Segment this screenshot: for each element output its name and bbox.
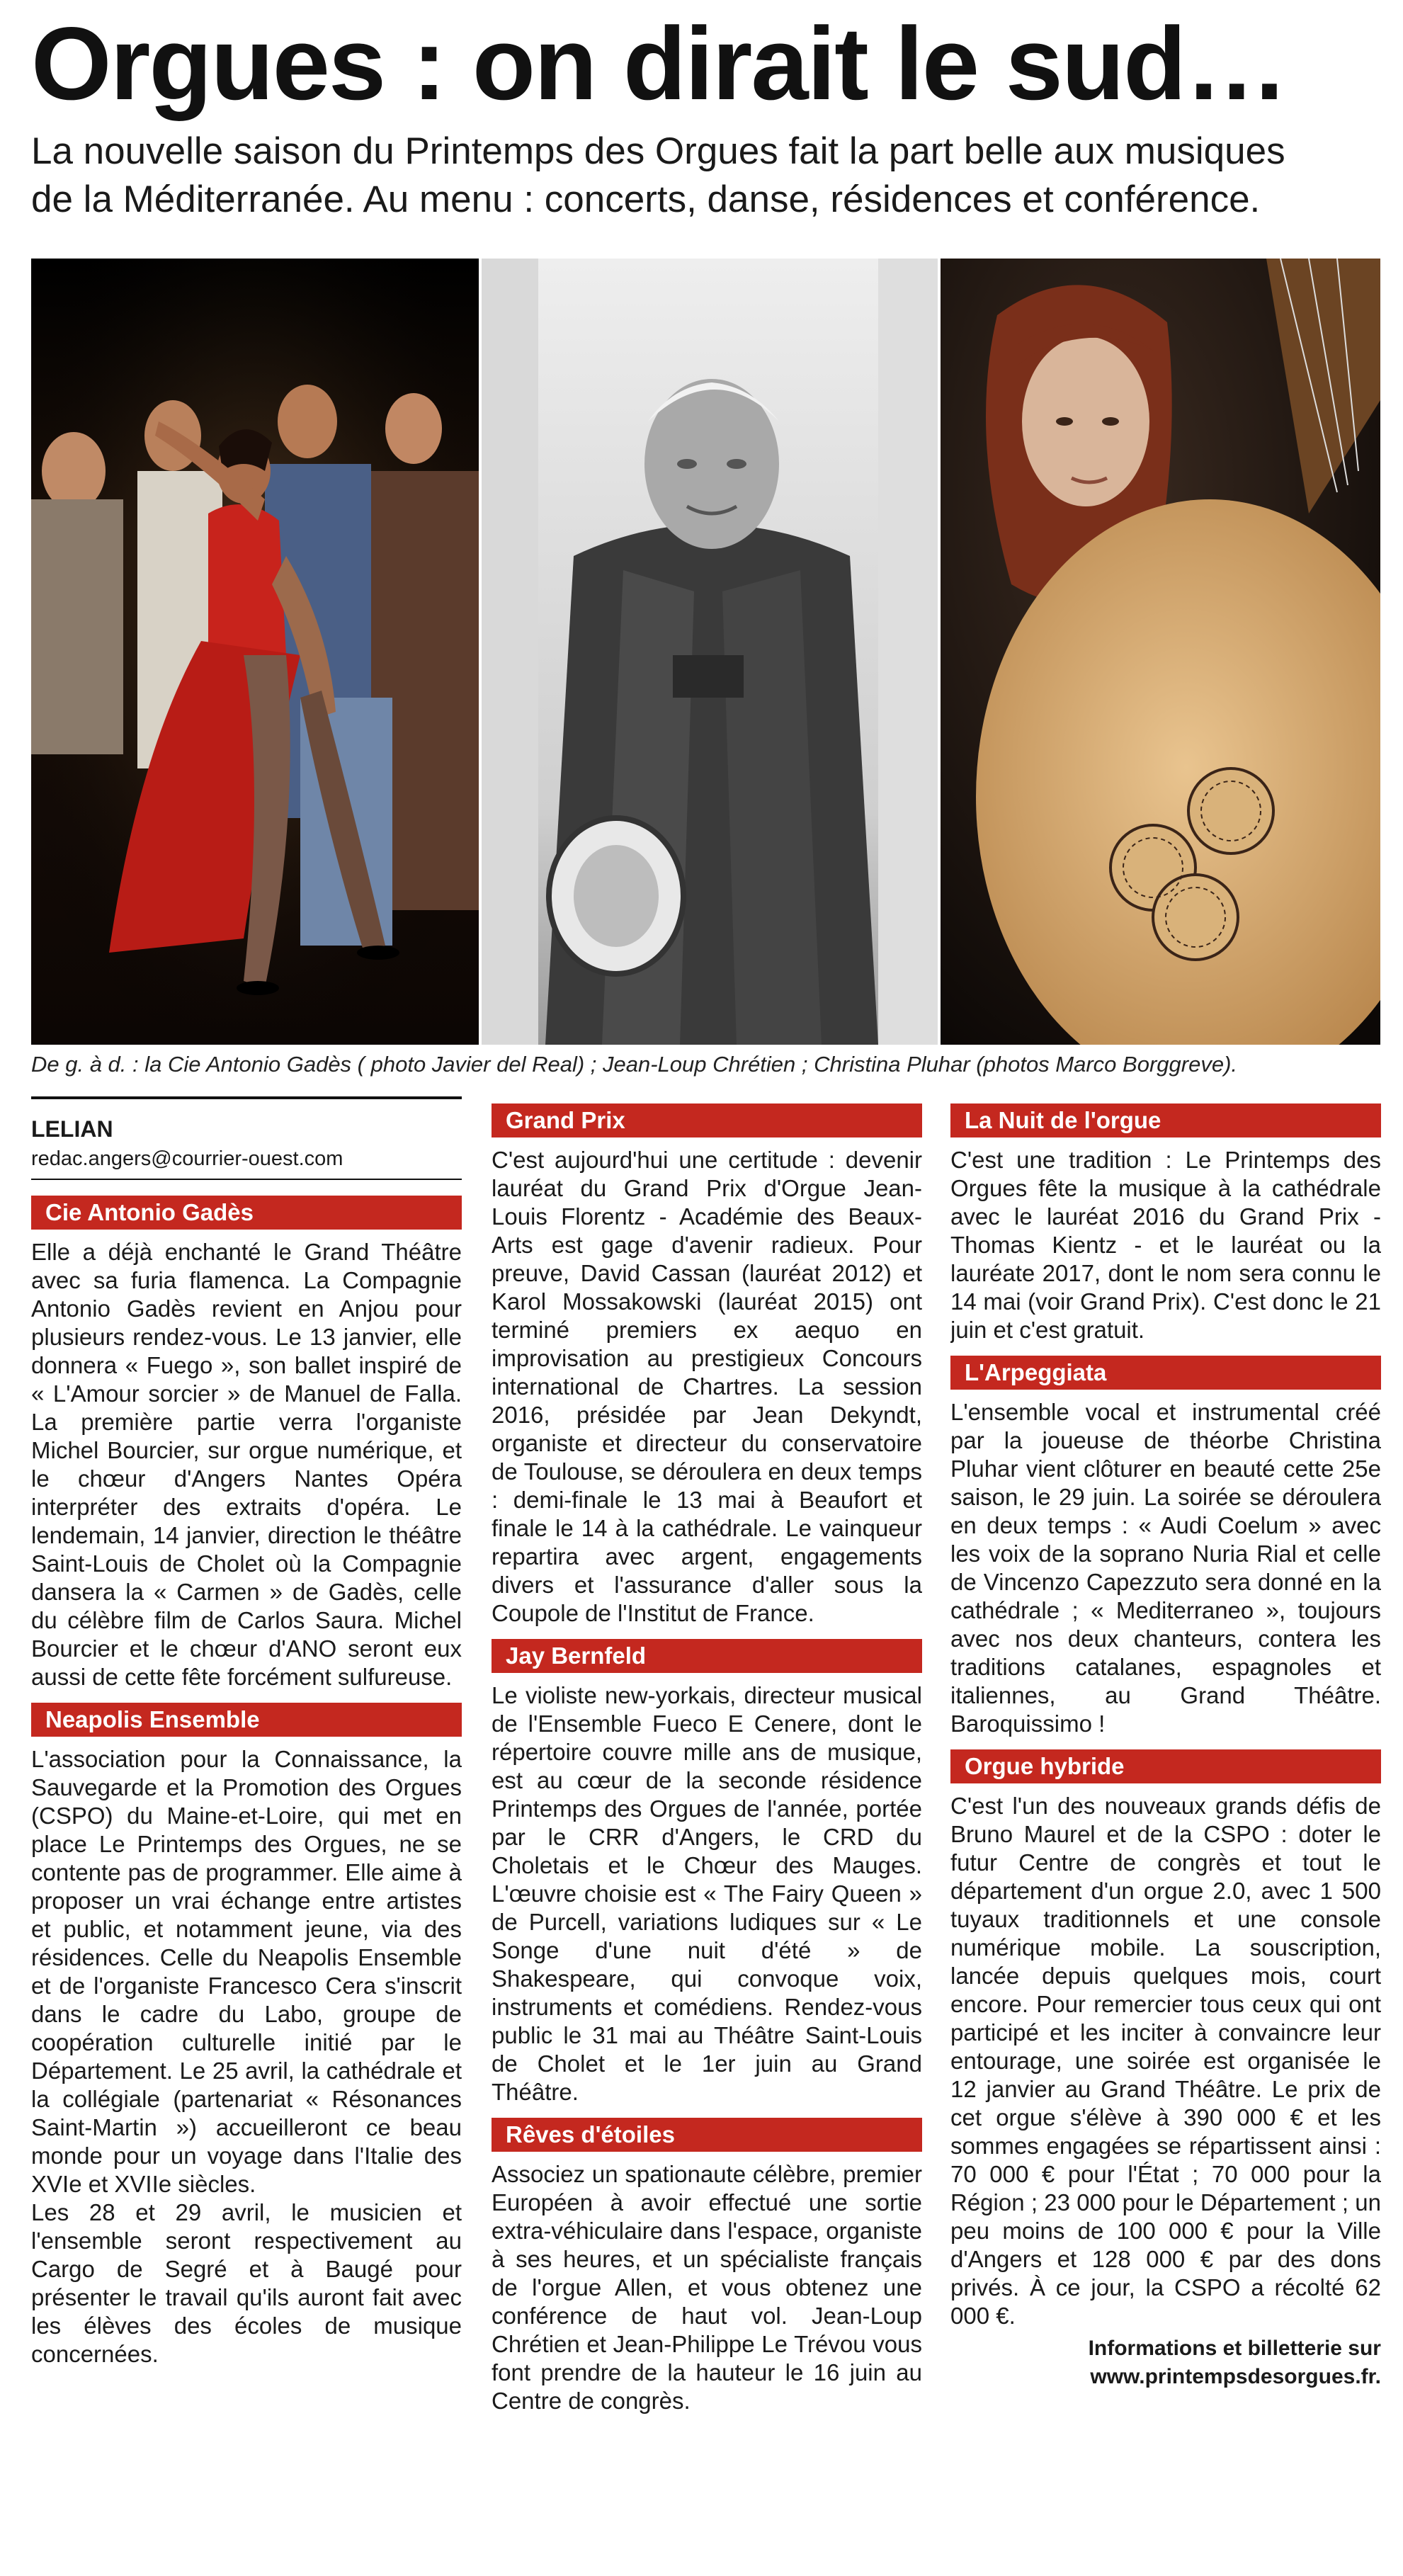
section-text-neapolis-2: Les 28 et 29 avril, le musicien et l'ensemble seront respectivement au Cargo de Segré et à Baugé pour présenter le travail qu'ils auront fait avec les élèves des écoles de musique concernées.: [31, 2199, 462, 2367]
column-3: [950, 1096, 1381, 2570]
footer-line: Informations et billetterie sur: [1088, 2337, 1381, 2360]
section-header-neapolis: Neapolis Ensemble: [31, 1703, 462, 1737]
section-header-hybride: Orgue hybride: [950, 1749, 1381, 1783]
section-text-arpeggiata: L'ensemble vocal et instrumental créé par la joueuse de théorbe Christina Pluhar vient clôturer en beauté cette 25e saison, le 29 juin. La soirée se déroulera en deux temps : « Audi Coelum » avec les voix de la soprano Nuria Rial et celle de Vincenzo Capezzuto sera donné en la cathédrale ; « Mediterraneo », toujours avec nos deux chanteurs, contera les traditions catalanes, espagnoles et italiennes, au Grand Théâtre. Baroquissimo !: [950, 1399, 1381, 1737]
section-header-etoiles: Rêves d'étoiles: [492, 2118, 922, 2152]
section-text-hybride: C'est l'un des nouveaux grands défis de Bruno Maurel et de la CSPO : doter le futur Centre de congrès et tout le département d'un orgue 2.0, avec 1 500 tuyaux traditionnels et une console numérique mobile. La souscription, lancée depuis quelques mois, court encore. Pour remercier tous ceux qui ont participé et les inciter à convaincre leur entourage, une soirée est organisée le 12 janvier au Grand Théâtre. Le prix de cet orgue s'élève à 390 000 € et les sommes engagées se répartissent ainsi : 70 000 € pour l'État ; 70 000 pour la Région ; 23 000 pour le Département ; un peu moins de 100 000 € pour la Ville d'Angers et 128 000 € par des dons privés. À ce jour, la CSPO a récolté 62 000 €.: [950, 1793, 1381, 2329]
column-2: [492, 1096, 922, 2570]
section-header-nuit: La Nuit de l'orgue: [950, 1103, 1381, 1137]
section-text-etoiles: Associez un spationaute célèbre, premier Européen à avoir effectué une sortie extra-véhiculaire dans l'espace, organiste à ses heures, et un spécialiste français de l'orgue Allen, et vous obtenez une conférence de haut vol. Jean-Loup Chrétien et Jean-Philippe Le Trévou vous font prendre de la hauteur le 16 juin au Centre de congrès.: [492, 2161, 922, 2414]
subtitle: [31, 127, 1377, 224]
column-1: [31, 1096, 462, 2570]
section-text-grand-prix: C'est aujourd'hui une certitude : devenir lauréat du Grand Prix d'Orgue Jean-Louis Florentz - Académie des Beaux-Arts est gage d'avenir radieux. Pour preuve, David Cassan (lauréat 2012) et Karol Mossakowski (lauréat 2015) ont terminé premiers ex aequo en improvisation au prestigieux Concours international de Chartres. La session 2016, présidée par Jean Dekyndt, organiste et directeur du conservatoire de Toulouse, se déroulera en deux temps : demi-finale le 13 mai à Beaufort et finale le 14 à la cathédrale. Le vainqueur repartira avec argent, engagements divers et l'assurance d'aller sous la Coupole de l'Institut de France.: [492, 1147, 922, 1626]
section-header-arpeggiata: L'Arpeggiata: [950, 1356, 1381, 1390]
subtitle-line: de la Méditerranée. Au menu : concerts, danse, résidences et conférence.: [31, 178, 1261, 220]
byline-email[interactable]: redac.angers@courrier-ouest.com: [31, 1145, 462, 1180]
photo-astronaut: [482, 259, 938, 1045]
section-text-gades: Elle a déjà enchanté le Grand Théâtre avec sa furia flamenca. La Compagnie Antonio Gadès revient en Anjou pour plusieurs rendez-vous. Le 13 janvier, elle donnera « Fuego », son ballet inspiré de « L'Amour sorcier » de Manuel de Falla. La première partie verra l'organiste Michel Bourcier, sur orgue numérique, et le chœur d'Angers Nantes Opéra interpréter des extraits d'opéra. Le lendemain, 14 janvier, direction le théâtre Saint-Louis de Cholet où la Compagnie dansera la « Carmen » de Gadès, celle du célèbre film de Carlos Saura. Michel Bourcier et le chœur d'ANO seront eux aussi de cette fête forcément sulfureuse.: [31, 1239, 462, 1690]
footer-link[interactable]: www.printempsdesorgues.fr.: [1090, 2365, 1381, 2388]
byline-author: LELIAN: [31, 1096, 462, 1145]
section-header-bernfeld: Jay Bernfeld: [492, 1639, 922, 1673]
subtitle-line: La nouvelle saison du Printemps des Orgues fait la part belle aux musiques: [31, 130, 1285, 172]
photo-caption: De g. à d. : la Cie Antonio Gadès ( photo Javier del Real) ; Jean-Loup Chrétien ; Christina Pluhar (photos Marco Borggreve).: [31, 1052, 1238, 1077]
section-header-grand-prix: Grand Prix: [492, 1103, 922, 1137]
headline: Orgues : on dirait le sud…: [31, 6, 1288, 121]
section-text-neapolis: L'association pour la Connaissance, la Sauvegarde et la Promotion des Orgues (CSPO) du Maine-et-Loire, qui met en place Le Printemps des Orgues, ne se contente pas de programmer. Elle aime à proposer un vrai échange entre artistes et public, et notamment jeune, via des résidences. Celle du Neapolis Ensemble et de l'organiste Francesco Cera s'inscrit dans le cadre du Labo, groupe de coopération culturelle initié par le Département. Le 25 avril, la cathédrale et la collégiale (partenariat « Résonances Saint-Martin ») accueilleront ce beau monde pour un voyage dans l'Italie des XVIe et XVIIe siècles.: [31, 1746, 462, 2197]
section-text-bernfeld: Le violiste new-yorkais, directeur musical de l'Ensemble Fueco E Cenere, dont le répertoire couvre mille ans de musique, est au cœur de la seconde résidence Printemps des Orgues de l'année, portée par le CRR d'Angers, le CRD du Choletais et le Chœur des Mauges. L'œuvre choisie est « The Fairy Queen » de Purcell, variations ludiques sur « Le Songe d'une nuit d'été » de Shakespeare, qui convoque voix, instruments et comédiens. Rendez-vous public le 31 mai au Théâtre Saint-Louis de Cholet et le 1er juin au Grand Théâtre.: [492, 1682, 922, 2105]
photo-flamenco-dancer: [31, 259, 479, 1045]
footer-info: [950, 2334, 1381, 2391]
photo-lute-player: [941, 259, 1380, 1045]
section-text-nuit: C'est une tradition : Le Printemps des Orgues fête la musique à la cathédrale avec le lauréat 2016 du Grand Prix - Thomas Kientz - et le lauréat ou la lauréate 2017, dont le nom sera connu le 14 mai (voir Grand Prix). C'est donc le 21 juin et c'est gratuit.: [950, 1147, 1381, 1343]
section-header-gades: Cie Antonio Gadès: [31, 1196, 462, 1230]
